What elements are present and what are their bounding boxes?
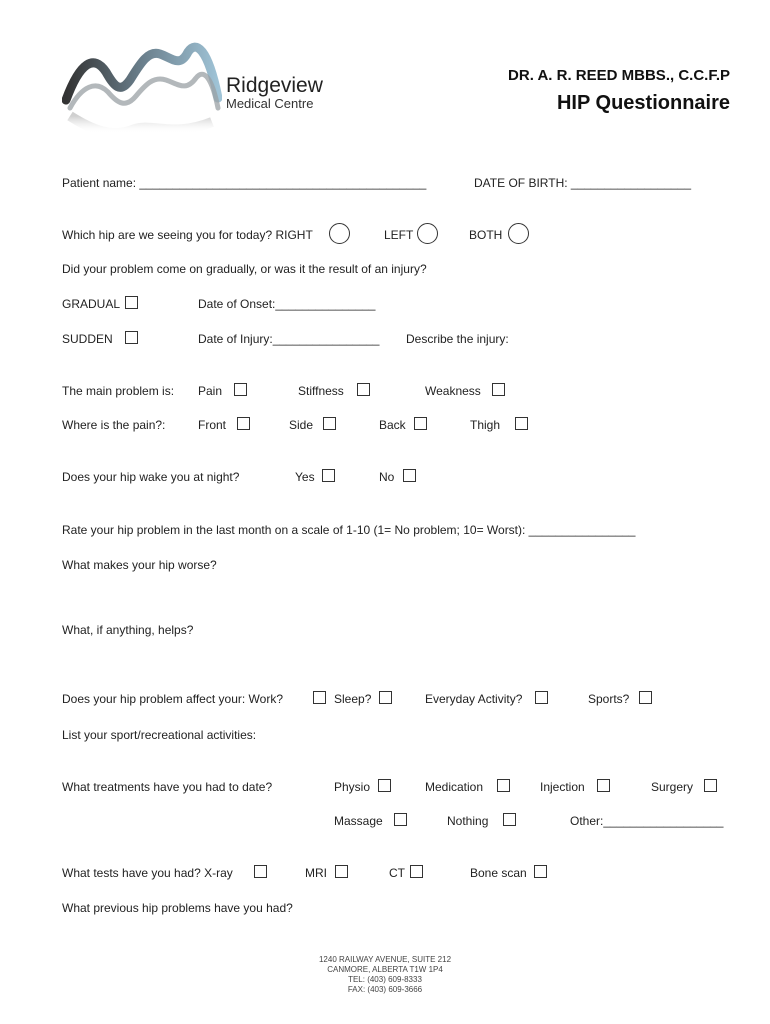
both-hip-radio[interactable] bbox=[508, 223, 529, 244]
front-label: Front bbox=[198, 418, 227, 432]
affect-question: Does your hip problem affect your: Work? bbox=[62, 692, 283, 706]
thigh-checkbox[interactable] bbox=[515, 417, 528, 430]
physio-label: Physio bbox=[334, 780, 371, 794]
helps-question: What, if anything, helps? bbox=[62, 623, 194, 637]
injection-label: Injection bbox=[540, 780, 585, 794]
sudden-label: SUDDEN bbox=[62, 332, 113, 346]
previous-problems-question: What previous hip problems have you had? bbox=[62, 901, 293, 915]
gradual-checkbox[interactable] bbox=[125, 296, 138, 309]
pain-label: Pain bbox=[198, 384, 223, 398]
left-hip-label: LEFT bbox=[384, 228, 414, 242]
injection-checkbox[interactable] bbox=[597, 779, 610, 792]
doctor-name: DR. A. R. REED MBBS., C.C.F.P bbox=[508, 67, 730, 84]
footer-line: CANMORE, ALBERTA T1W 1P4 bbox=[327, 965, 443, 974]
tests-question: What tests have you had? X-ray bbox=[62, 866, 233, 880]
massage-checkbox[interactable] bbox=[394, 813, 407, 826]
everyday-activity-checkbox[interactable] bbox=[535, 691, 548, 704]
everyday-activity-label: Everyday Activity? bbox=[425, 692, 523, 706]
ct-label: CT bbox=[389, 866, 405, 880]
main-problem-label: The main problem is: bbox=[62, 384, 175, 398]
nothing-checkbox[interactable] bbox=[503, 813, 516, 826]
sports-checkbox[interactable] bbox=[639, 691, 652, 704]
side-label: Side bbox=[289, 418, 314, 432]
pain-location-label: Where is the pain?: bbox=[62, 418, 166, 432]
stiffness-label: Stiffness bbox=[298, 384, 344, 398]
physio-checkbox[interactable] bbox=[378, 779, 391, 792]
both-hip-label: BOTH bbox=[469, 228, 503, 242]
medication-label: Medication bbox=[425, 780, 484, 794]
patient-name-field[interactable]: Patient name: ___________________________________________ bbox=[62, 176, 427, 190]
stiffness-checkbox[interactable] bbox=[357, 383, 370, 396]
ridgeview-logo bbox=[62, 42, 222, 142]
no-label: No bbox=[379, 470, 395, 484]
sudden-checkbox[interactable] bbox=[125, 331, 138, 344]
logo-name: Ridgeview bbox=[226, 74, 323, 97]
work-checkbox[interactable] bbox=[313, 691, 326, 704]
bone-scan-checkbox[interactable] bbox=[534, 865, 547, 878]
sleep-label: Sleep? bbox=[334, 692, 372, 706]
activities-question: List your sport/recreational activities: bbox=[62, 728, 257, 742]
date-of-injury-field[interactable]: Date of Injury:________________ bbox=[198, 332, 380, 346]
front-checkbox[interactable] bbox=[237, 417, 250, 430]
side-checkbox[interactable] bbox=[323, 417, 336, 430]
ct-checkbox[interactable] bbox=[410, 865, 423, 878]
surgery-checkbox[interactable] bbox=[704, 779, 717, 792]
page-title: HIP Questionnaire bbox=[556, 92, 730, 114]
worse-question: What makes your hip worse? bbox=[62, 558, 217, 572]
nothing-label: Nothing bbox=[447, 814, 489, 828]
massage-label: Massage bbox=[334, 814, 383, 828]
onset-question: Did your problem come on gradually, or was it the result of an injury? bbox=[62, 262, 427, 276]
surgery-label: Surgery bbox=[651, 780, 694, 794]
medication-checkbox[interactable] bbox=[497, 779, 510, 792]
footer-line: FAX: (403) 609-3666 bbox=[347, 985, 423, 994]
footer-address bbox=[285, 955, 485, 995]
mri-checkbox[interactable] bbox=[335, 865, 348, 878]
sleep-checkbox[interactable] bbox=[379, 691, 392, 704]
back-label: Back bbox=[379, 418, 406, 432]
sports-label: Sports? bbox=[588, 692, 630, 706]
yes-label: Yes bbox=[295, 470, 315, 484]
footer-line: TEL: (403) 609-8333 bbox=[348, 975, 422, 984]
thigh-label: Thigh bbox=[470, 418, 501, 432]
other-treatment-field[interactable]: Other:__________________ bbox=[570, 814, 724, 828]
xray-checkbox[interactable] bbox=[254, 865, 267, 878]
back-checkbox[interactable] bbox=[414, 417, 427, 430]
night-question: Does your hip wake you at night? bbox=[62, 470, 240, 484]
weakness-label: Weakness bbox=[425, 384, 481, 398]
gradual-label: GRADUAL bbox=[62, 297, 121, 311]
bone-scan-label: Bone scan bbox=[470, 866, 527, 880]
right-hip-radio[interactable] bbox=[329, 223, 350, 244]
rating-field[interactable]: Rate your hip problem in the last month on a scale of 1-10 (1= No problem; 10= Worst): ________________ bbox=[62, 523, 636, 537]
no-checkbox[interactable] bbox=[403, 469, 416, 482]
describe-injury-label: Describe the injury: bbox=[406, 332, 509, 346]
hip-side-question: Which hip are we seeing you for today? RIGHT bbox=[62, 228, 313, 242]
logo-subtitle: Medical Centre bbox=[226, 96, 314, 111]
yes-checkbox[interactable] bbox=[322, 469, 335, 482]
pain-checkbox[interactable] bbox=[234, 383, 247, 396]
weakness-checkbox[interactable] bbox=[492, 383, 505, 396]
footer-line: 1240 RAILWAY AVENUE, SUITE 212 bbox=[318, 955, 452, 964]
treatments-question: What treatments have you had to date? bbox=[62, 780, 273, 794]
left-hip-radio[interactable] bbox=[417, 223, 438, 244]
date-of-onset-field[interactable]: Date of Onset:_______________ bbox=[198, 297, 376, 311]
date-of-birth-field[interactable]: DATE OF BIRTH: __________________ bbox=[474, 176, 692, 190]
mri-label: MRI bbox=[305, 866, 327, 880]
